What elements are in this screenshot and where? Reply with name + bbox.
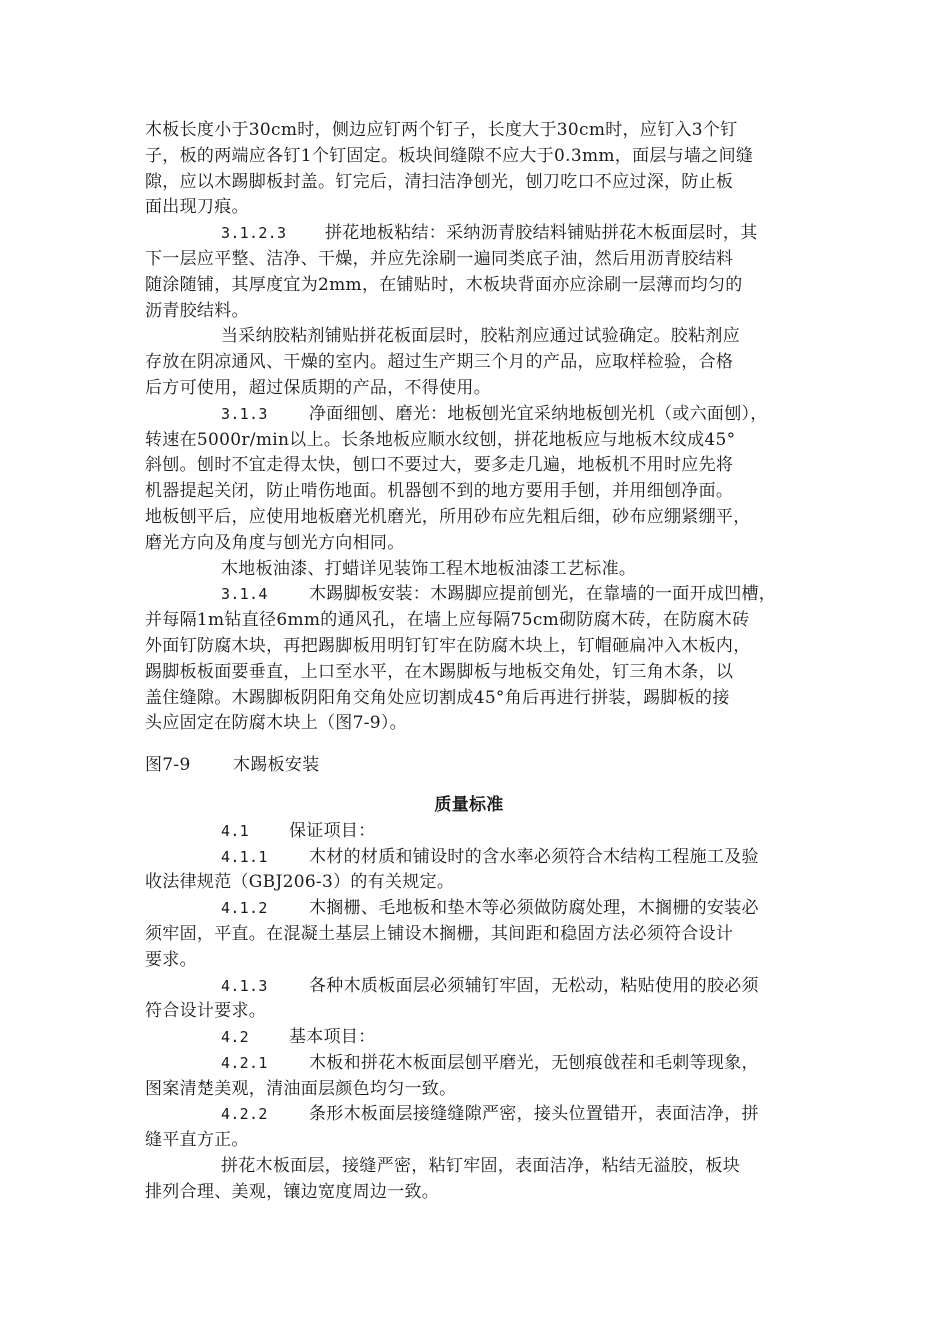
text-line: 收法律规范（GBJ206-3）的有关规定。 <box>145 872 455 893</box>
text-line: 面出现刀痕。 <box>145 197 249 218</box>
text-line: 存放在阴凉通风、干燥的室内。超过生产期三个月的产品，应取样检验，合格 <box>145 352 734 373</box>
text-line <box>145 974 813 1000</box>
section-4-1-3 <box>145 974 813 1026</box>
figure-title: 木踢板安装 <box>233 755 320 776</box>
text-line: 盖住缝隙。木踢脚板阴阳角交角处应切割成45°角后再进行拼装，踢脚板的接 <box>145 687 730 708</box>
text-line: 斜刨。刨时不宜走得太快，刨口不要过大，要多走几遍，地板机不用时应先将 <box>145 455 734 476</box>
section-4-1-1 <box>145 845 813 897</box>
text-line <box>145 845 813 871</box>
text-line: 沥青胶结料。 <box>145 300 249 321</box>
section-number: 4.1.2 <box>221 899 268 918</box>
text-line: 缝平直方正。 <box>145 1130 249 1151</box>
text-line: 须牢固，平直。在混凝土基层上铺设木搁栅，其间距和稳固方法必须符合设计 <box>145 923 734 944</box>
section-number: 3.1.3 <box>221 404 268 423</box>
text-line: 头应固定在防腐木块上（图7-9）。 <box>145 713 407 734</box>
text-line: 木板长度小于30cm时，侧边应钉两个钉子，长度大于30cm时，应钉入3个钉 <box>145 120 738 140</box>
section-text: 基本项目： <box>289 1027 376 1048</box>
paragraph-adhesive <box>145 324 813 401</box>
section-text: 木踢脚板安装：木踢脚应提前刨光，在靠墙的一面开成凹槽， <box>309 584 777 605</box>
section-number: 4.2 <box>221 1028 249 1047</box>
text-line: 转速在5000r/min以上。长条地板应顺水纹刨，拼花地板应与地板木纹成45° <box>145 429 736 450</box>
text-line: 子，板的两端应各钉1个钉固定。板块间缝隙不应大于0.3mm，面层与墙之间缝 <box>145 145 754 166</box>
section-number: 3.1.4 <box>221 585 268 604</box>
section-4-1 <box>145 819 813 845</box>
text-line: 木地板油漆、打蜡详见装饰工程木地板油漆工艺标准。 <box>221 558 637 579</box>
text-line: 外面钉防腐木块，再把踢脚板用明钉钉牢在防腐木块上，钉帽砸扁冲入木板内， <box>145 635 751 656</box>
text-line <box>145 582 813 608</box>
text-line <box>145 1025 813 1051</box>
text-line: 后方可使用，超过保质期的产品，不得使用。 <box>145 377 491 398</box>
text-line: 并每隔1m钻直径6mm的通风孔，在墙上应每隔75cm砌防腐木砖，在防腐木砖 <box>145 610 750 631</box>
section-text: 拼花地板粘结：采纳沥青胶结料铺贴拼花木板面层时，其 <box>325 223 758 244</box>
text-line: 磨光方向及角度与刨光方向相同。 <box>145 532 405 553</box>
section-text: 各种木质板面层必须辅钉牢固，无松动，粘贴使用的胶必须 <box>309 975 759 996</box>
text-line <box>145 1102 813 1128</box>
section-text: 净面细刨、磨光：地板刨光宜采纳地板刨光机（或六面刨）， <box>309 403 768 424</box>
text-line: 随涂随铺，其厚度宜为2mm，在铺贴时，木板块背面亦应涂刷一层薄而均匀的 <box>145 274 743 295</box>
text-line: 地板刨平后，应使用地板磨光机磨光，所用砂布应先粗后细，砂布应绷紧绷平， <box>145 506 751 527</box>
section-4-2-1 <box>145 1051 813 1103</box>
figure-caption <box>145 753 813 779</box>
paragraph-parquet <box>145 1154 813 1206</box>
text-line: 排列合理、美观，镶边宽度周边一致。 <box>145 1181 440 1202</box>
section-text: 木材的材质和铺设时的含水率必须符合木结构工程施工及验 <box>309 846 759 867</box>
section-3-1-4 <box>145 582 813 737</box>
text-line: 下一层应平整、洁净、干燥，并应先涂刷一遍同类底子油，然后用沥青胶结料 <box>145 248 734 269</box>
section-4-2-2 <box>145 1102 813 1154</box>
section-number: 4.2.2 <box>221 1105 268 1124</box>
figure-number: 图7-9 <box>145 755 191 776</box>
text-line <box>145 896 813 922</box>
text-line <box>145 819 813 845</box>
section-4-1-2 <box>145 896 813 973</box>
text-line: 踢脚板板面要垂直，上口至水平，在木踢脚板与地板交角处，钉三角木条，以 <box>145 661 734 682</box>
document-page <box>145 118 813 1206</box>
paragraph-painting <box>145 557 813 583</box>
text-line: 隙，应以木踢脚板封盖。钉完后，清扫洁净刨光，刨刀吃口不应过深，防止板 <box>145 171 734 192</box>
section-4-2 <box>145 1025 813 1051</box>
section-3-1-2-3 <box>145 221 813 324</box>
text-line <box>145 1051 813 1077</box>
text-line: 图案清楚美观，清油面层颜色均匀一致。 <box>145 1078 457 1099</box>
section-number: 4.2.1 <box>221 1053 268 1072</box>
paragraph-nailing <box>145 118 813 221</box>
section-3-1-3 <box>145 402 813 557</box>
section-number: 3.1.2.3 <box>221 224 287 243</box>
section-text: 保证项目： <box>289 820 376 841</box>
section-number: 4.1.1 <box>221 847 268 866</box>
text-line <box>145 402 813 428</box>
text-line: 机器提起关闭，防止啃伤地面。机器刨不到的地方要用手刨，并用细刨净面。 <box>145 481 734 502</box>
section-text: 木搁栅、毛地板和垫木等必须做防腐处理，木搁栅的安装必 <box>309 898 759 919</box>
text-line: 当采纳胶粘剂铺贴拼花板面层时，胶粘剂应通过试验确定。胶粘剂应 <box>221 326 740 347</box>
text-line: 拼花木板面层，接缝严密，粘钉牢固，表面洁净，粘结无溢胶，板块 <box>221 1156 740 1177</box>
section-heading: 质量标准 <box>434 794 504 815</box>
text-line: 符合设计要求。 <box>145 1001 267 1022</box>
section-text: 木板和拼花木板面层刨平磨光，无刨痕戗茬和毛刺等现象， <box>309 1052 759 1073</box>
text-line <box>145 221 813 247</box>
text-line: 要求。 <box>145 949 197 970</box>
section-number: 4.1.3 <box>221 976 268 995</box>
section-text: 条形木板面层接缝缝隙严密，接头位置错开，表面洁净，拼 <box>309 1104 759 1125</box>
section-number: 4.1 <box>221 821 249 840</box>
